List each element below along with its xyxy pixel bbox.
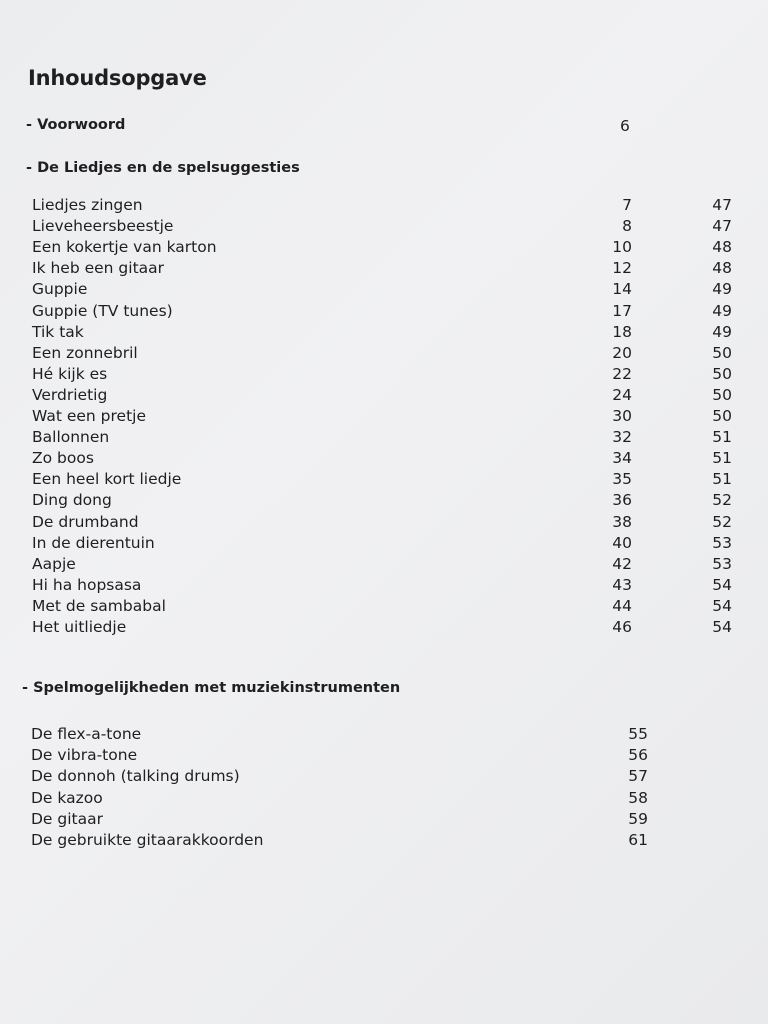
toc-row <box>0 344 768 365</box>
toc-suggestion-page: 50 <box>712 407 732 425</box>
toc-row <box>0 302 768 323</box>
toc-song-page: 12 <box>612 259 632 278</box>
toc-row <box>0 789 768 810</box>
toc-entry-title: Hi ha hopsasa <box>32 575 142 594</box>
toc-song-page: 18 <box>612 322 632 341</box>
toc-suggestion-page: 49 <box>712 301 732 320</box>
toc-entry-title: De drumband <box>32 512 139 531</box>
toc-row <box>0 491 768 512</box>
toc-row <box>0 407 768 428</box>
toc-song-page: 32 <box>612 428 632 447</box>
toc-row <box>0 555 768 576</box>
toc-row <box>0 746 768 767</box>
toc-entry-title: De gebruikte gitaarakkoorden <box>31 831 264 849</box>
toc-suggestion-page: 47 <box>712 217 732 236</box>
toc-entry-title: Guppie <box>32 280 88 299</box>
toc-suggestion-page: 49 <box>712 280 732 299</box>
toc-entry-title: Liedjes zingen <box>32 196 143 214</box>
toc-song-page: 14 <box>612 280 632 299</box>
toc-row <box>0 238 768 259</box>
voorwoord-page: 6 <box>620 117 630 135</box>
toc-suggestion-page: 54 <box>712 575 732 594</box>
toc-song-page: 10 <box>612 238 632 257</box>
toc-song-page: 30 <box>612 407 632 425</box>
toc-row <box>0 428 768 449</box>
toc-song-page: 34 <box>612 449 632 468</box>
page-title: Inhoudsopgave <box>28 66 207 90</box>
toc-song-page: 24 <box>612 385 632 404</box>
toc-entry-title: De donnoh (talking drums) <box>31 767 240 786</box>
toc-entry-title: Ik heb een gitaar <box>32 259 165 278</box>
toc-song-page: 7 <box>622 196 632 214</box>
toc-page: 57 <box>628 767 648 786</box>
toc-suggestion-page: 53 <box>712 554 732 573</box>
toc-entry-title: Het uitliedje <box>32 618 127 636</box>
toc-row <box>0 470 768 491</box>
toc-suggestion-page: 47 <box>712 196 732 214</box>
toc-row <box>0 618 768 639</box>
toc-entry-title: Een zonnebril <box>32 343 138 362</box>
toc-entry-title: Verdrietig <box>32 385 108 404</box>
toc-row <box>0 449 768 470</box>
toc-row <box>0 810 768 831</box>
toc-entry-title: Tik tak <box>32 322 84 341</box>
toc-row <box>0 597 768 618</box>
toc-song-page: 40 <box>612 533 632 552</box>
toc-suggestion-page: 54 <box>712 618 732 636</box>
toc-row <box>0 196 768 217</box>
toc-entry-title: Zo boos <box>32 449 94 468</box>
toc-suggestion-page: 54 <box>712 596 732 615</box>
toc-entry-title: De vibra-tone <box>31 746 138 765</box>
toc-entry-title: De kazoo <box>31 788 103 807</box>
section1-heading: - De Liedjes en de spelsuggesties <box>26 160 300 176</box>
toc-song-page: 46 <box>612 618 632 636</box>
toc-row <box>0 725 768 746</box>
toc-suggestion-page: 49 <box>712 322 732 341</box>
toc-suggestion-page: 51 <box>712 428 732 447</box>
toc-suggestion-page: 50 <box>712 364 732 383</box>
toc-entry-title: In de dierentuin <box>32 533 155 552</box>
toc-entry-title: Ding dong <box>32 491 112 510</box>
toc-song-page: 35 <box>612 470 632 489</box>
toc-entry-title: Een kokertje van karton <box>32 238 217 257</box>
toc-row <box>0 576 768 597</box>
toc-entry-title: Aapje <box>32 554 76 573</box>
toc-suggestion-page: 52 <box>712 512 732 531</box>
toc-page: 56 <box>628 746 648 765</box>
toc-suggestion-page: 53 <box>712 533 732 552</box>
toc-suggestion-page: 52 <box>712 491 732 510</box>
toc-entry-title: Een heel kort liedje <box>32 470 182 489</box>
voorwoord-heading: - Voorwoord <box>26 117 126 133</box>
toc-song-page: 20 <box>612 343 632 362</box>
toc-page: 55 <box>628 725 648 743</box>
toc-entry-title: Wat een pretje <box>32 407 146 425</box>
toc-suggestion-page: 48 <box>712 259 732 278</box>
toc-row <box>0 217 768 238</box>
toc-suggestion-page: 48 <box>712 238 732 257</box>
toc-entry-title: Hé kijk es <box>32 364 108 383</box>
toc-row <box>0 259 768 280</box>
toc-suggestion-page: 50 <box>712 385 732 404</box>
toc-row <box>0 386 768 407</box>
toc-song-page: 17 <box>612 301 632 320</box>
toc-entry-title: De flex-a-tone <box>31 725 142 743</box>
toc-row <box>0 513 768 534</box>
toc-entry-title: Met de sambabal <box>32 596 166 615</box>
toc-song-page: 36 <box>612 491 632 510</box>
toc-song-page: 43 <box>612 575 632 594</box>
toc-row <box>0 365 768 386</box>
toc-row <box>0 323 768 344</box>
toc-suggestion-page: 50 <box>712 343 732 362</box>
toc-suggestion-page: 51 <box>712 470 732 489</box>
toc-song-page: 44 <box>612 596 632 615</box>
toc-row <box>0 534 768 555</box>
toc-entry-title: Ballonnen <box>32 428 110 447</box>
toc-entry-title: Lieveheersbeestje <box>32 217 174 236</box>
toc-row <box>0 767 768 788</box>
toc-song-page: 38 <box>612 512 632 531</box>
toc-song-page: 42 <box>612 554 632 573</box>
toc-row <box>0 280 768 301</box>
toc-entry-title: De gitaar <box>31 809 103 828</box>
toc-page: 61 <box>628 831 648 849</box>
toc-song-page: 8 <box>622 217 632 236</box>
toc-page: 58 <box>628 788 648 807</box>
toc-song-page: 22 <box>612 364 632 383</box>
toc-page: 59 <box>628 809 648 828</box>
toc-suggestion-page: 51 <box>712 449 732 468</box>
section2-heading: - Spelmogelijkheden met muziekinstrumenten <box>22 680 401 696</box>
toc-entry-title: Guppie (TV tunes) <box>32 301 173 320</box>
toc-row <box>0 831 768 852</box>
